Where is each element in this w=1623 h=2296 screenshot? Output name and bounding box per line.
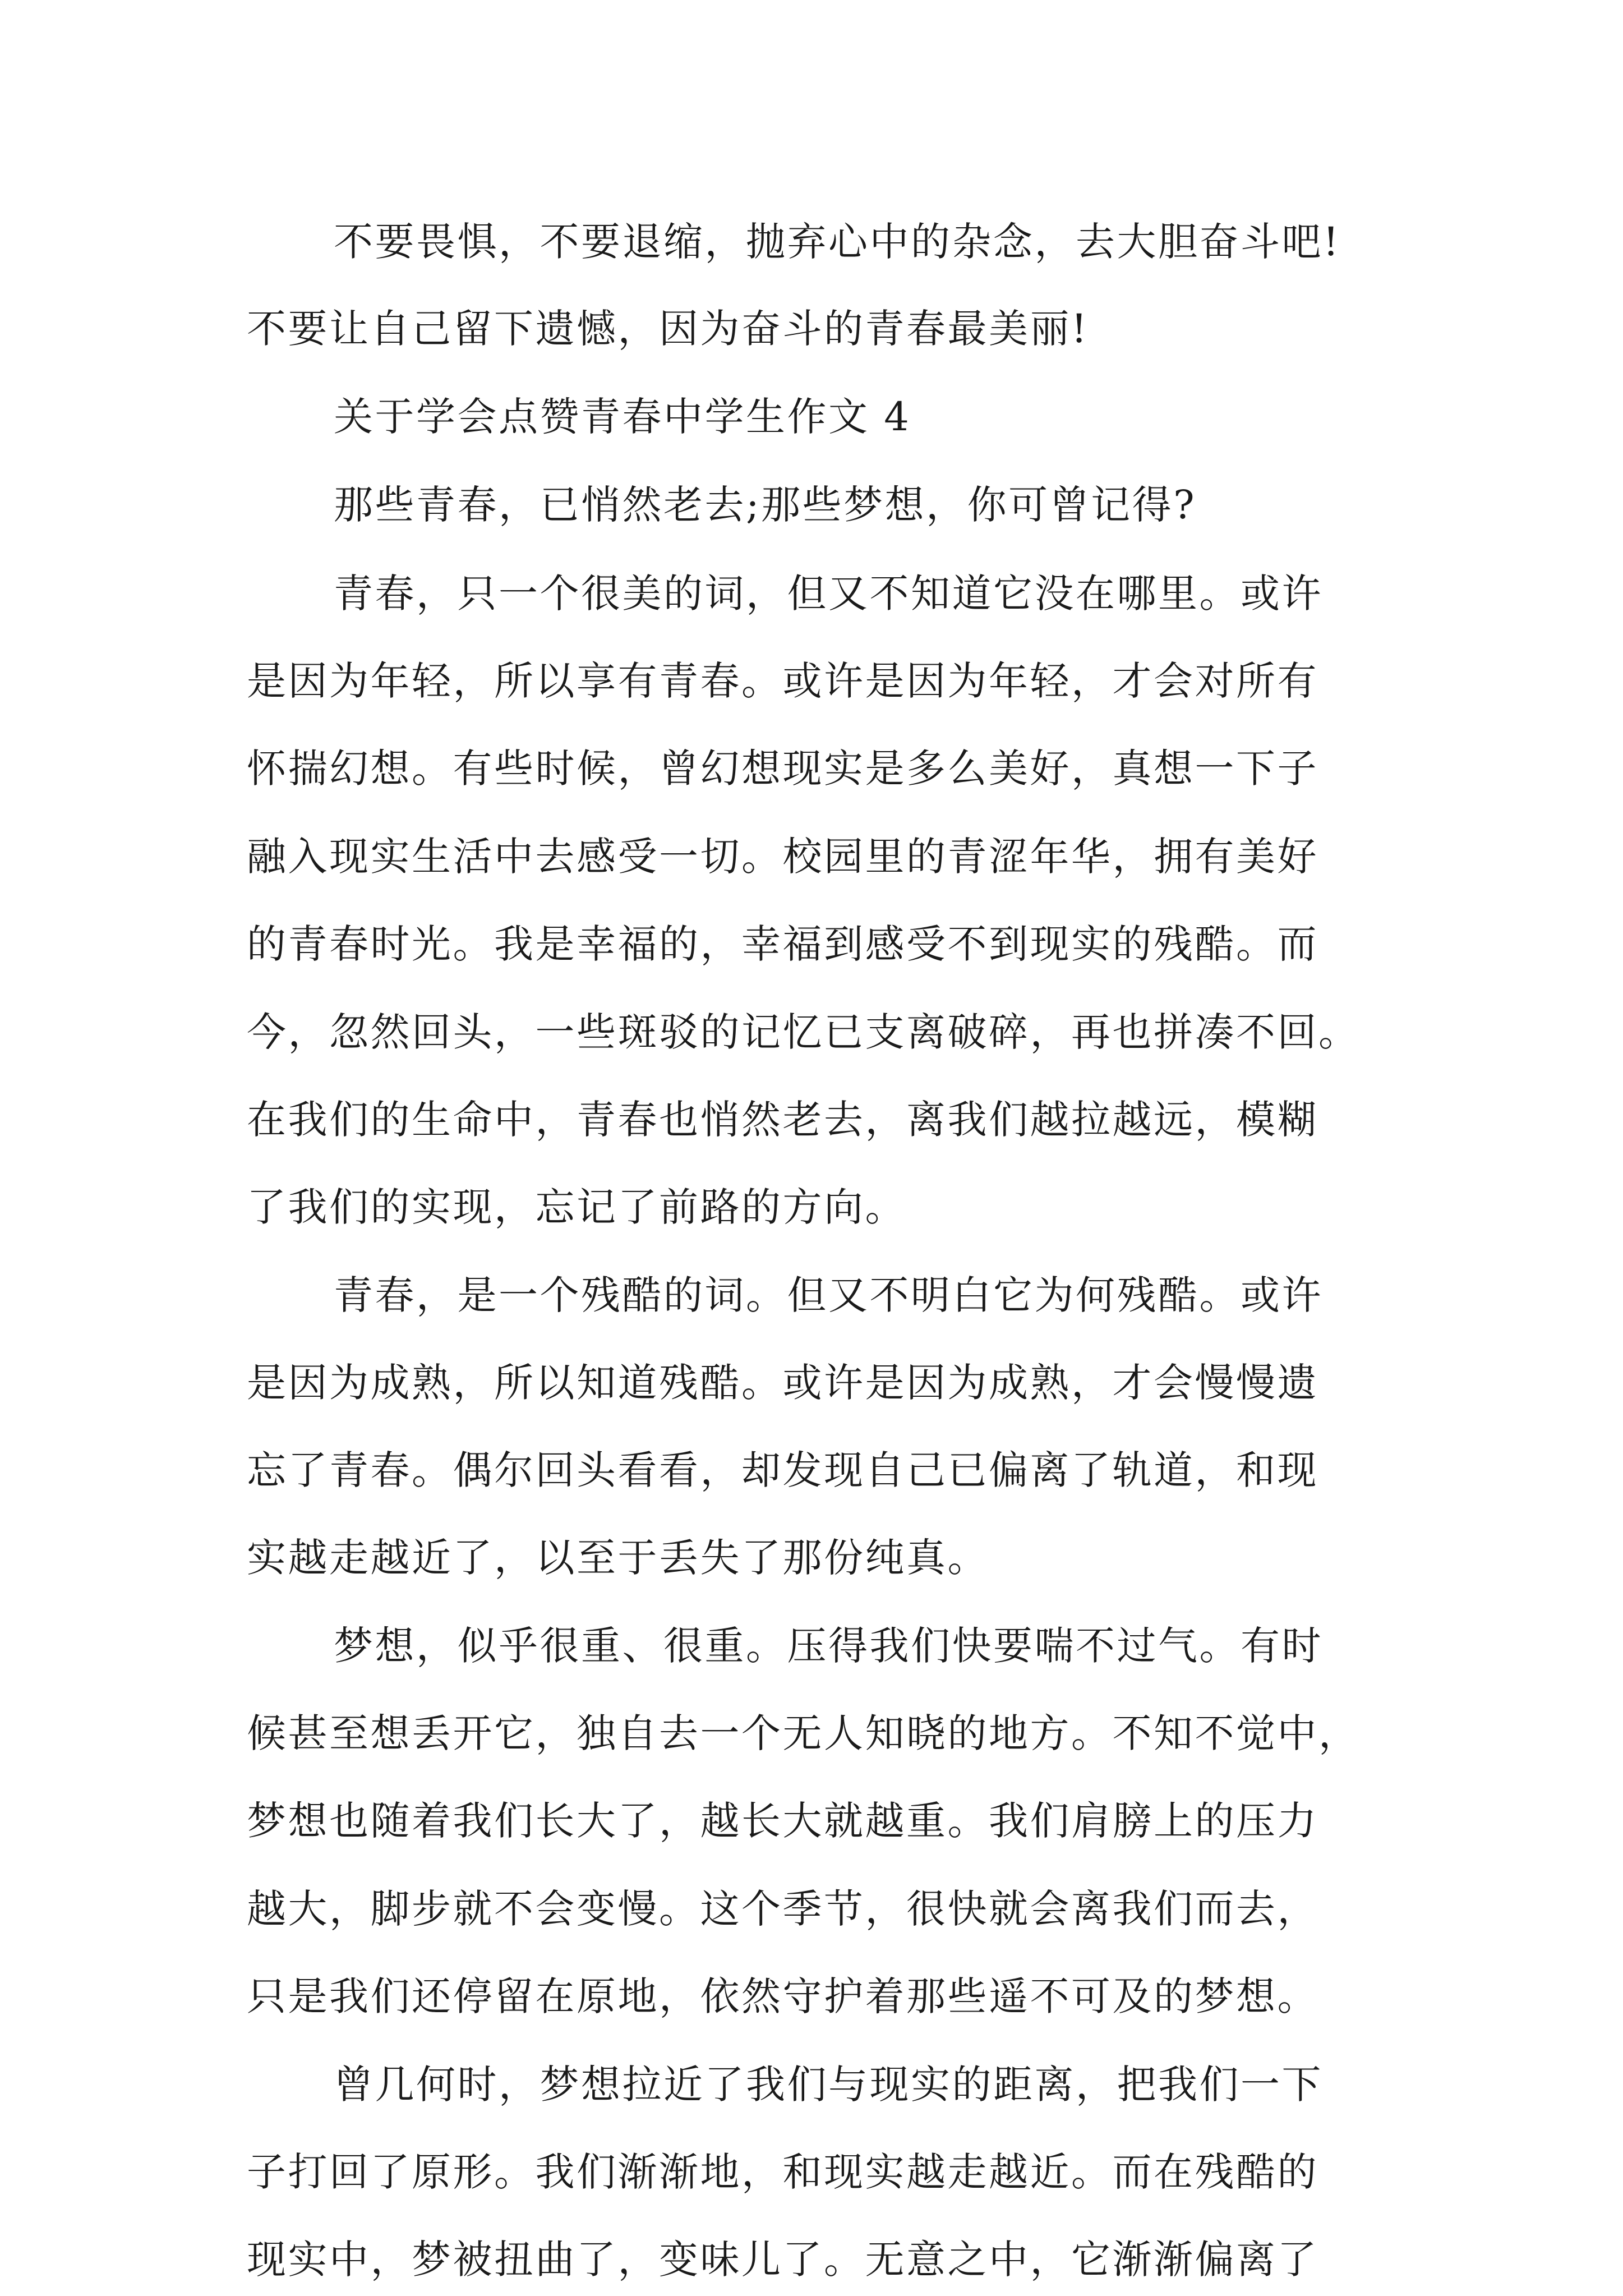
paragraph-line-4: 那些青春，已悄然老去;那些梦想，你可曾记得? [334, 482, 1197, 528]
paragraph-line-2: 不要让自己留下遗憾，因为奋斗的青春最美丽! [247, 306, 1089, 352]
paragraph-line-20: 越大，脚步就不会变慢。这个季节，很快就会离我们而去， [247, 1886, 1318, 1932]
paragraph-line-13: 青春，是一个残酷的词。但又不明白它为何残酷。或许 [334, 1272, 1323, 1318]
paragraph-line-24: 现实中，梦被扭曲了，变味儿了。无意之中，它渐渐偏离了 [247, 2237, 1318, 2283]
paragraph-line-11: 在我们的生命中，青春也悄然老去，离我们越拉越远，模糊 [247, 1097, 1318, 1143]
paragraph-line-7: 怀揣幻想。有些时候，曾幻想现实是多么美好，真想一下子 [247, 746, 1318, 792]
paragraph-line-16: 实越走越近了，以至于丢失了那份纯真。 [247, 1535, 989, 1581]
paragraph-line-5: 青春，只一个很美的词，但又不知道它没在哪里。或许 [334, 570, 1323, 616]
paragraph-line-15: 忘了青春。偶尔回头看看，却发现自己已偏离了轨道，和现 [247, 1447, 1318, 1493]
paragraph-line-17: 梦想，似乎很重、很重。压得我们快要喘不过气。有时 [334, 1623, 1323, 1669]
paragraph-line-6: 是因为年轻，所以享有青春。或许是因为年轻，才会对所有 [247, 658, 1318, 704]
paragraph-line-21: 只是我们还停留在原地，依然守护着那些遥不可及的梦想。 [247, 1973, 1318, 2019]
paragraph-line-22: 曾几何时，梦想拉近了我们与现实的距离，把我们一下 [334, 2062, 1323, 2108]
paragraph-line-12: 了我们的实现，忘记了前路的方向。 [247, 1184, 906, 1230]
paragraph-line-1: 不要畏惧，不要退缩，抛弃心中的杂念，去大胆奋斗吧! [334, 219, 1341, 265]
paragraph-line-23: 子打回了原形。我们渐渐地，和现实越走越近。而在残酷的 [247, 2149, 1318, 2195]
paragraph-line-10: 今，忽然回头，一些斑驳的记忆已支离破碎，再也拼凑不回。 [247, 1009, 1360, 1055]
paragraph-line-19: 梦想也随着我们长大了，越长大就越重。我们肩膀上的压力 [247, 1798, 1318, 1844]
paragraph-line-8: 融入现实生活中去感受一切。校园里的青涩年华，拥有美好 [247, 834, 1318, 880]
section-heading: 关于学会点赞青春中学生作文 4 [334, 394, 911, 440]
paragraph-line-14: 是因为成熟，所以知道残酷。或许是因为成熟，才会慢慢遗 [247, 1360, 1318, 1406]
paragraph-line-9: 的青春时光。我是幸福的，幸福到感受不到现实的残酷。而 [247, 921, 1318, 967]
paragraph-line-18: 候甚至想丢开它，独自去一个无人知晓的地方。不知不觉中， [247, 1710, 1360, 1756]
